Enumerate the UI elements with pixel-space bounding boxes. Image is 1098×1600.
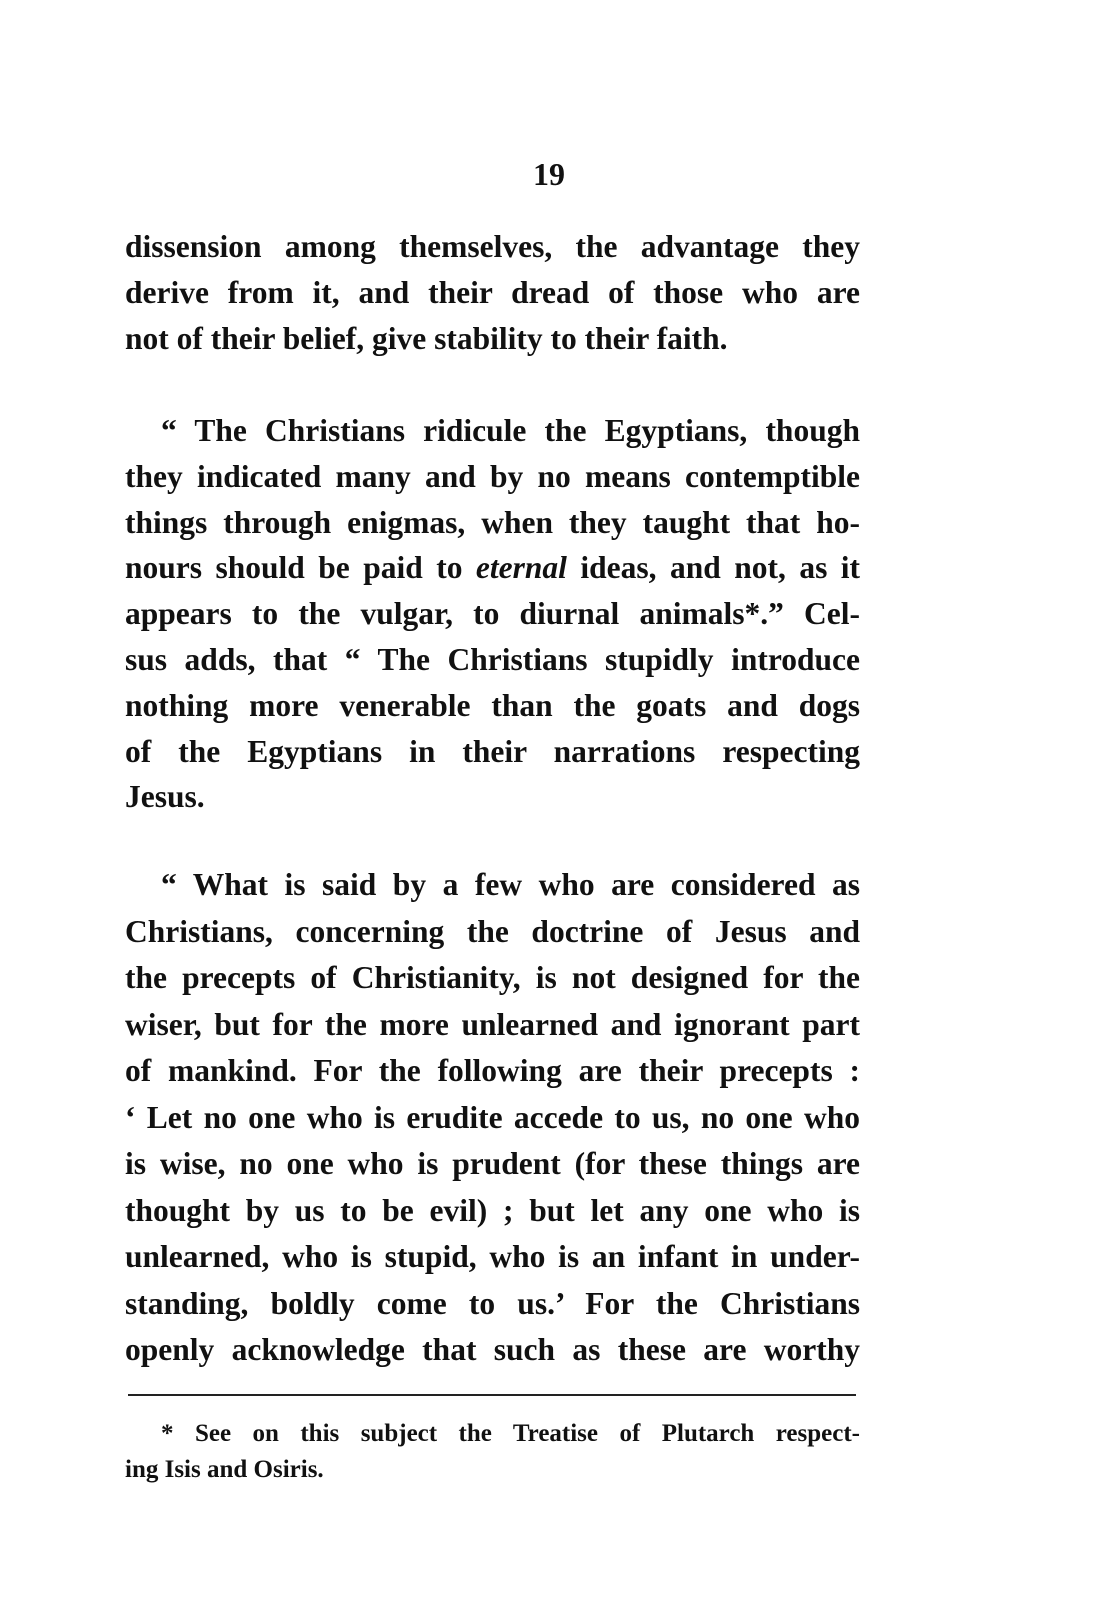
text-line: dissension among themselves, the advantage they [125, 229, 860, 264]
text-line: things through enigmas, when they taught that ho- [125, 504, 860, 540]
footnote [125, 1416, 860, 1488]
text-line: openly acknowledge that such as these are worthy [125, 1332, 860, 1367]
footnote-line: * See on this subject the Treatise of Plutarch respect- [161, 1420, 860, 1447]
text-line: derive from it, and their dread of those who are [125, 275, 860, 310]
footnote-divider [128, 1394, 856, 1396]
page-number: 19 [533, 156, 565, 192]
text-segment: ideas, and not, as it [580, 550, 861, 586]
text-line: of mankind. For the following are their precepts : [125, 1053, 860, 1088]
text-line: unlearned, who is stupid, who is an infant in under- [125, 1239, 860, 1274]
text-line: Christians, concerning the doctrine of Jesus and [125, 913, 860, 949]
text-line: of the Egyptians in their narrations respecting [125, 733, 860, 769]
emphasized-word: eternal [475, 550, 567, 586]
text-line: is wise, no one who is prudent (for these things are [125, 1146, 860, 1181]
text-line: “ The Christians ridicule the Egyptians, though [161, 413, 860, 448]
paragraph-1 [125, 224, 860, 362]
text-line: the precepts of Christianity, is not designed for the [125, 960, 860, 995]
paragraph-2 [125, 408, 860, 820]
text-line: standing, boldly come to us.’ For the Christians [125, 1285, 860, 1321]
text-line: wiser, but for the more unlearned and ignorant part [125, 1006, 860, 1042]
paragraph-3 [125, 862, 860, 1374]
text-line: they indicated many and by no means contemptible [125, 458, 860, 494]
text-line: not of their belief, give stability to their faith. [125, 321, 728, 356]
text-line: Jesus. [125, 779, 205, 815]
text-line: thought by us to be evil) ; but let any one who is [125, 1192, 860, 1228]
footnote-line: ing Isis and Osiris. [125, 1456, 324, 1483]
text-line: ‘ Let no one who is erudite accede to us, no one who [125, 1099, 860, 1135]
text-line: nothing more venerable than the goats and dogs [125, 687, 860, 723]
text-line: appears to the vulgar, to diurnal animals*.” Cel- [125, 596, 860, 632]
text-line: sus adds, that “ The Christians stupidly introduce [125, 641, 860, 677]
text-line [125, 545, 860, 591]
text-line: “ What is said by a few who are considered as [161, 867, 860, 902]
text-segment: nours should be paid to [125, 550, 463, 586]
